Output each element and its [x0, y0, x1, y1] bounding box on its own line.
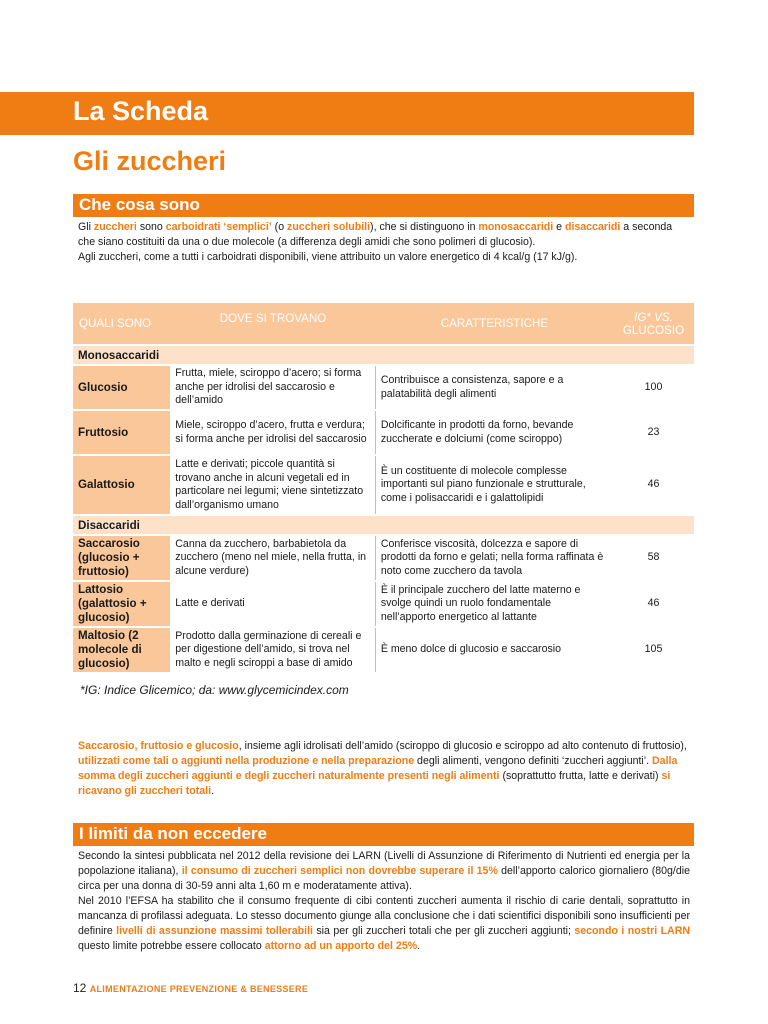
sugar-characteristics: Conferisce viscosità, dolcezza e sapore di prodotti da forno e gelati; nella forma raffinata è noto come zucchero da tavola: [376, 536, 613, 580]
sugar-ig: 105: [613, 628, 694, 672]
sugar-name: Glucosio: [73, 366, 170, 409]
col-header-ig: [613, 303, 694, 344]
ig-header-line1: IG* VS.: [634, 310, 673, 324]
group-row-disaccaridi: [73, 516, 694, 534]
page-title: La Scheda: [73, 96, 209, 126]
table-row: [73, 366, 694, 409]
intro-paragraph: Gli zuccheri sono carboidrati ‘semplici’ (o zuccheri solubili), che si distinguono in monosaccaridi e disaccaridi a seconda che siano costituiti da una o due molecole (a differenza degli amidi che sono polimeri di glucosio). Agli zuccheri, come a tutti i carboidrati disponibili, viene attribuito un valore energetico di 4 kcal/g (17 kJ/g).: [78, 221, 673, 263]
added-sugars-paragraph: Saccarosio, fruttosio e glucosio, insieme agli idrolisati dell’amido (sciroppo di glucosio e sciroppo ad alto contenuto di fruttosio), utilizzati come tali o aggiunti nella produzione e nella preparazione degli alimenti, vengono definiti ‘zuccheri aggiunti’. Dalla somma degli zuccheri aggiunti e degli zuccheri naturalmente presenti negli alimenti (soprattutto frutta, latte e derivati) si ricavano gli zuccheri totali.: [78, 740, 687, 797]
sugar-characteristics: È il principale zucchero del latte materno e svolge quindi un ruolo fondamentale nell’apporto energetico al lattante: [376, 582, 613, 626]
sugar-ig: 46: [613, 456, 694, 514]
table-row: [73, 456, 694, 514]
sugar-sources: Prodotto dalla germinazione di cereali e per digestione dell’amido, si trova nel malto e negli sciroppi a base di amido: [170, 628, 376, 672]
sugar-characteristics: È un costituente di molecole complesse importanti sul piano funzionale e strutturale, come i polisaccaridi e i galattolipidi: [376, 456, 613, 514]
sugar-characteristics: Contribuisce a consistenza, sapore e a palatabilità degli alimenti: [376, 366, 613, 409]
table-footnote: *IG: Indice Glicemico; da: www.glycemicindex.com: [80, 683, 349, 697]
sugar-sources: Latte e derivati: [170, 582, 376, 626]
section-header-che-cosa-sono: Che cosa sono: [73, 194, 694, 217]
sugar-name: Galattosio: [73, 456, 170, 514]
col-header-quali-sono: QUALI SONO: [73, 303, 170, 344]
page-subtitle: Gli zuccheri: [73, 146, 227, 176]
sugar-name: Saccarosio (glucosio + fruttosio): [73, 536, 170, 580]
sugar-ig: 23: [613, 411, 694, 454]
table-row: [73, 411, 694, 454]
table-row: [73, 628, 694, 672]
table-row: [73, 582, 694, 626]
sugar-characteristics: Dolcificante in prodotti da forno, bevande zuccherate e dolciumi (come sciroppo): [376, 411, 613, 454]
sugar-ig: 46: [613, 582, 694, 626]
section-header-limiti: I limiti da non eccedere: [73, 823, 694, 846]
sugars-table: [73, 301, 694, 674]
ig-header-line2: GLUCOSIO: [622, 323, 685, 337]
group-row-monosaccaridi: [73, 346, 694, 364]
sugar-name: Maltosio (2 molecole di glucosio): [73, 628, 170, 672]
sugar-sources: Frutta, miele, sciroppo d’acero; si forma anche per idrolisi del saccarosio e dell’amido: [170, 366, 376, 409]
sugar-sources: Canna da zucchero, barbabietola da zucchero (meno nel miele, nella frutta, in alcune verdure): [170, 536, 376, 580]
limits-paragraph: Secondo la sintesi pubblicata nel 2012 della revisione dei LARN (Livelli di Assunzione di Riferimento di Nutrienti ed energia per la popolazione italiana), il consumo di zuccheri semplici non dovrebbe superare il 15% dell’apporto calorico giornaliero (80g/die circa per una donna di 30-59 anni alta 1,60 m e moderatamente attiva). Nel 2010 l’EFSA ha stabilito che il consumo frequente di cibi contenti zuccheri aumenta il rischio di carie dentali, soprattutto in mancanza di profilassi adeguata. Lo stesso documento giunge alla conclusione che i dati scientifici disponibili sono insufficienti per definire livelli di assunzione massimi tollerabili sia per gli zuccheri totali che per gli zuccheri aggiunti; secondo i nostri LARN questo limite potrebbe essere collocato attorno ad un apporto del 25%.: [78, 850, 690, 952]
page-number: 12: [73, 981, 87, 995]
sugar-name: Fruttosio: [73, 411, 170, 454]
table-header-row: [73, 303, 694, 344]
group-label: Monosaccaridi: [73, 346, 694, 364]
sugar-name: Lattosio (galattosio + glucosio): [73, 582, 170, 626]
group-label: Disaccaridi: [73, 516, 694, 534]
publication-name: ALIMENTAZIONE PREVENZIONE & BENESSERE: [89, 984, 309, 994]
col-header-dove-si-trovano: DOVE SI TROVANO: [170, 303, 376, 344]
col-header-caratteristiche: CARATTERISTICHE: [376, 303, 613, 344]
table-row: [73, 536, 694, 580]
sugar-characteristics: È meno dolce di glucosio e saccarosio: [376, 628, 613, 672]
sugar-ig: 58: [613, 536, 694, 580]
page-footer: [73, 981, 308, 995]
sugar-sources: Miele, sciroppo d’acero, frutta e verdura; si forma anche per idrolisi del saccarosio: [170, 411, 376, 454]
sugar-ig: 100: [613, 366, 694, 409]
sugar-sources: Latte e derivati; piccole quantità si trovano anche in alcuni vegetali ed in particolare nei legumi; viene sintetizzato dall’organismo umano: [170, 456, 376, 514]
